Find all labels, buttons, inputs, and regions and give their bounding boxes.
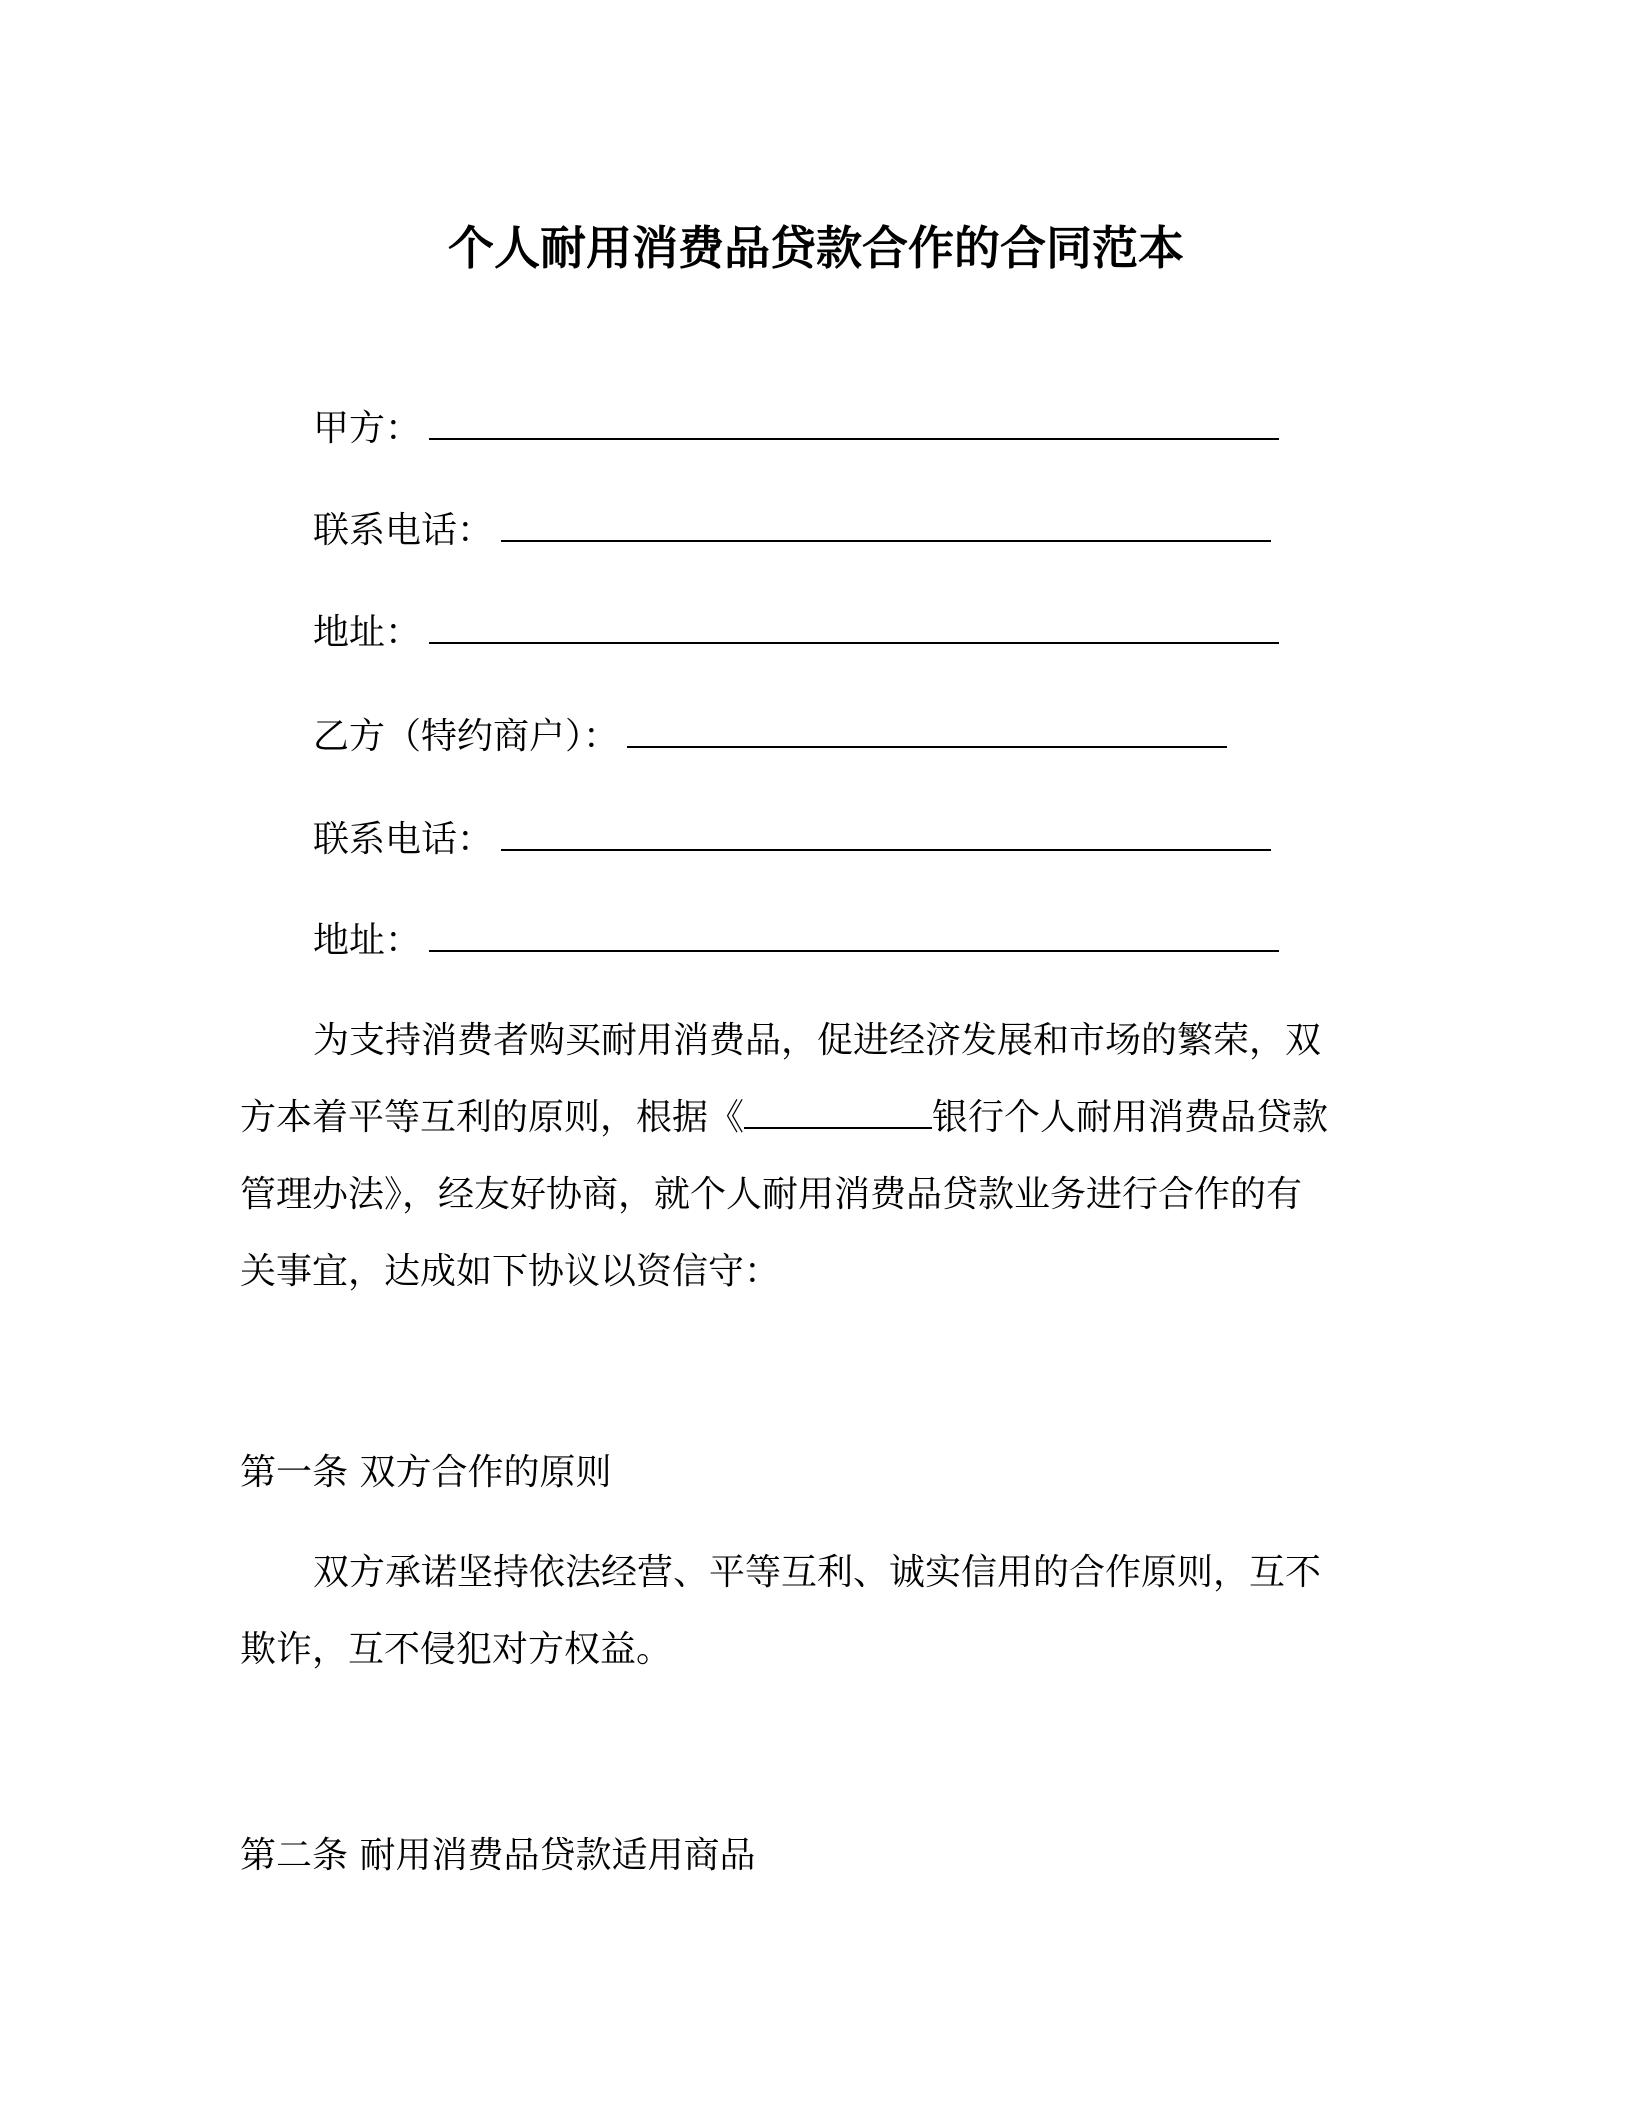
party-b-blank <box>627 712 1227 748</box>
article-2-heading: 第二条 耐用消费品贷款适用商品 <box>240 1835 756 1876</box>
party-a-address-label: 地址： <box>313 612 422 653</box>
preamble-paragraph <box>240 1002 1360 1310</box>
preamble-line-2-before: 方本着平等互利的原则，根据《 <box>240 1097 745 1138</box>
party-a-blank <box>429 404 1279 440</box>
party-a-phone-blank <box>501 506 1271 542</box>
party-b-address-field <box>313 916 1279 966</box>
party-b-phone-blank <box>501 815 1271 851</box>
party-a-phone-label: 联系电话： <box>313 510 494 551</box>
article-1-heading: 第一条 双方合作的原则 <box>240 1452 612 1493</box>
party-b-phone-label: 联系电话： <box>313 819 494 860</box>
party-b-label: 乙方（特约商户）： <box>313 716 620 757</box>
preamble-line-3: 管理办法》，经友好协商，就个人耐用消费品贷款业务进行合作的有 <box>240 1174 1303 1215</box>
party-a-field <box>313 404 1279 454</box>
article-1-line-2: 欺诈，互不侵犯对方权益。 <box>240 1629 673 1670</box>
party-b-address-label: 地址： <box>313 920 422 961</box>
party-a-phone-field <box>313 506 1271 556</box>
party-a-label: 甲方： <box>313 408 422 449</box>
preamble-line-2-after: 银行个人耐用消费品贷款 <box>932 1097 1329 1138</box>
party-b-address-blank <box>429 916 1279 952</box>
party-b-field <box>313 712 1227 762</box>
preamble-line-4: 关事宜，达成如下协议以资信守： <box>240 1251 781 1292</box>
article-1-line-1: 双方承诺坚持依法经营、平等互利、诚实信用的合作原则，互不 <box>313 1552 1322 1593</box>
party-b-phone-field <box>313 815 1271 865</box>
preamble-line-2 <box>240 1079 1360 1156</box>
party-a-address-field <box>313 608 1279 658</box>
document-title: 个人耐用消费品贷款合作的合同范本 <box>448 221 1184 275</box>
preamble-line-1: 为支持消费者购买耐用消费品，促进经济发展和市场的繁荣，双 <box>313 1020 1322 1061</box>
bank-name-blank <box>744 1097 932 1129</box>
article-1-paragraph <box>240 1534 1360 1688</box>
party-a-address-blank <box>429 608 1279 644</box>
